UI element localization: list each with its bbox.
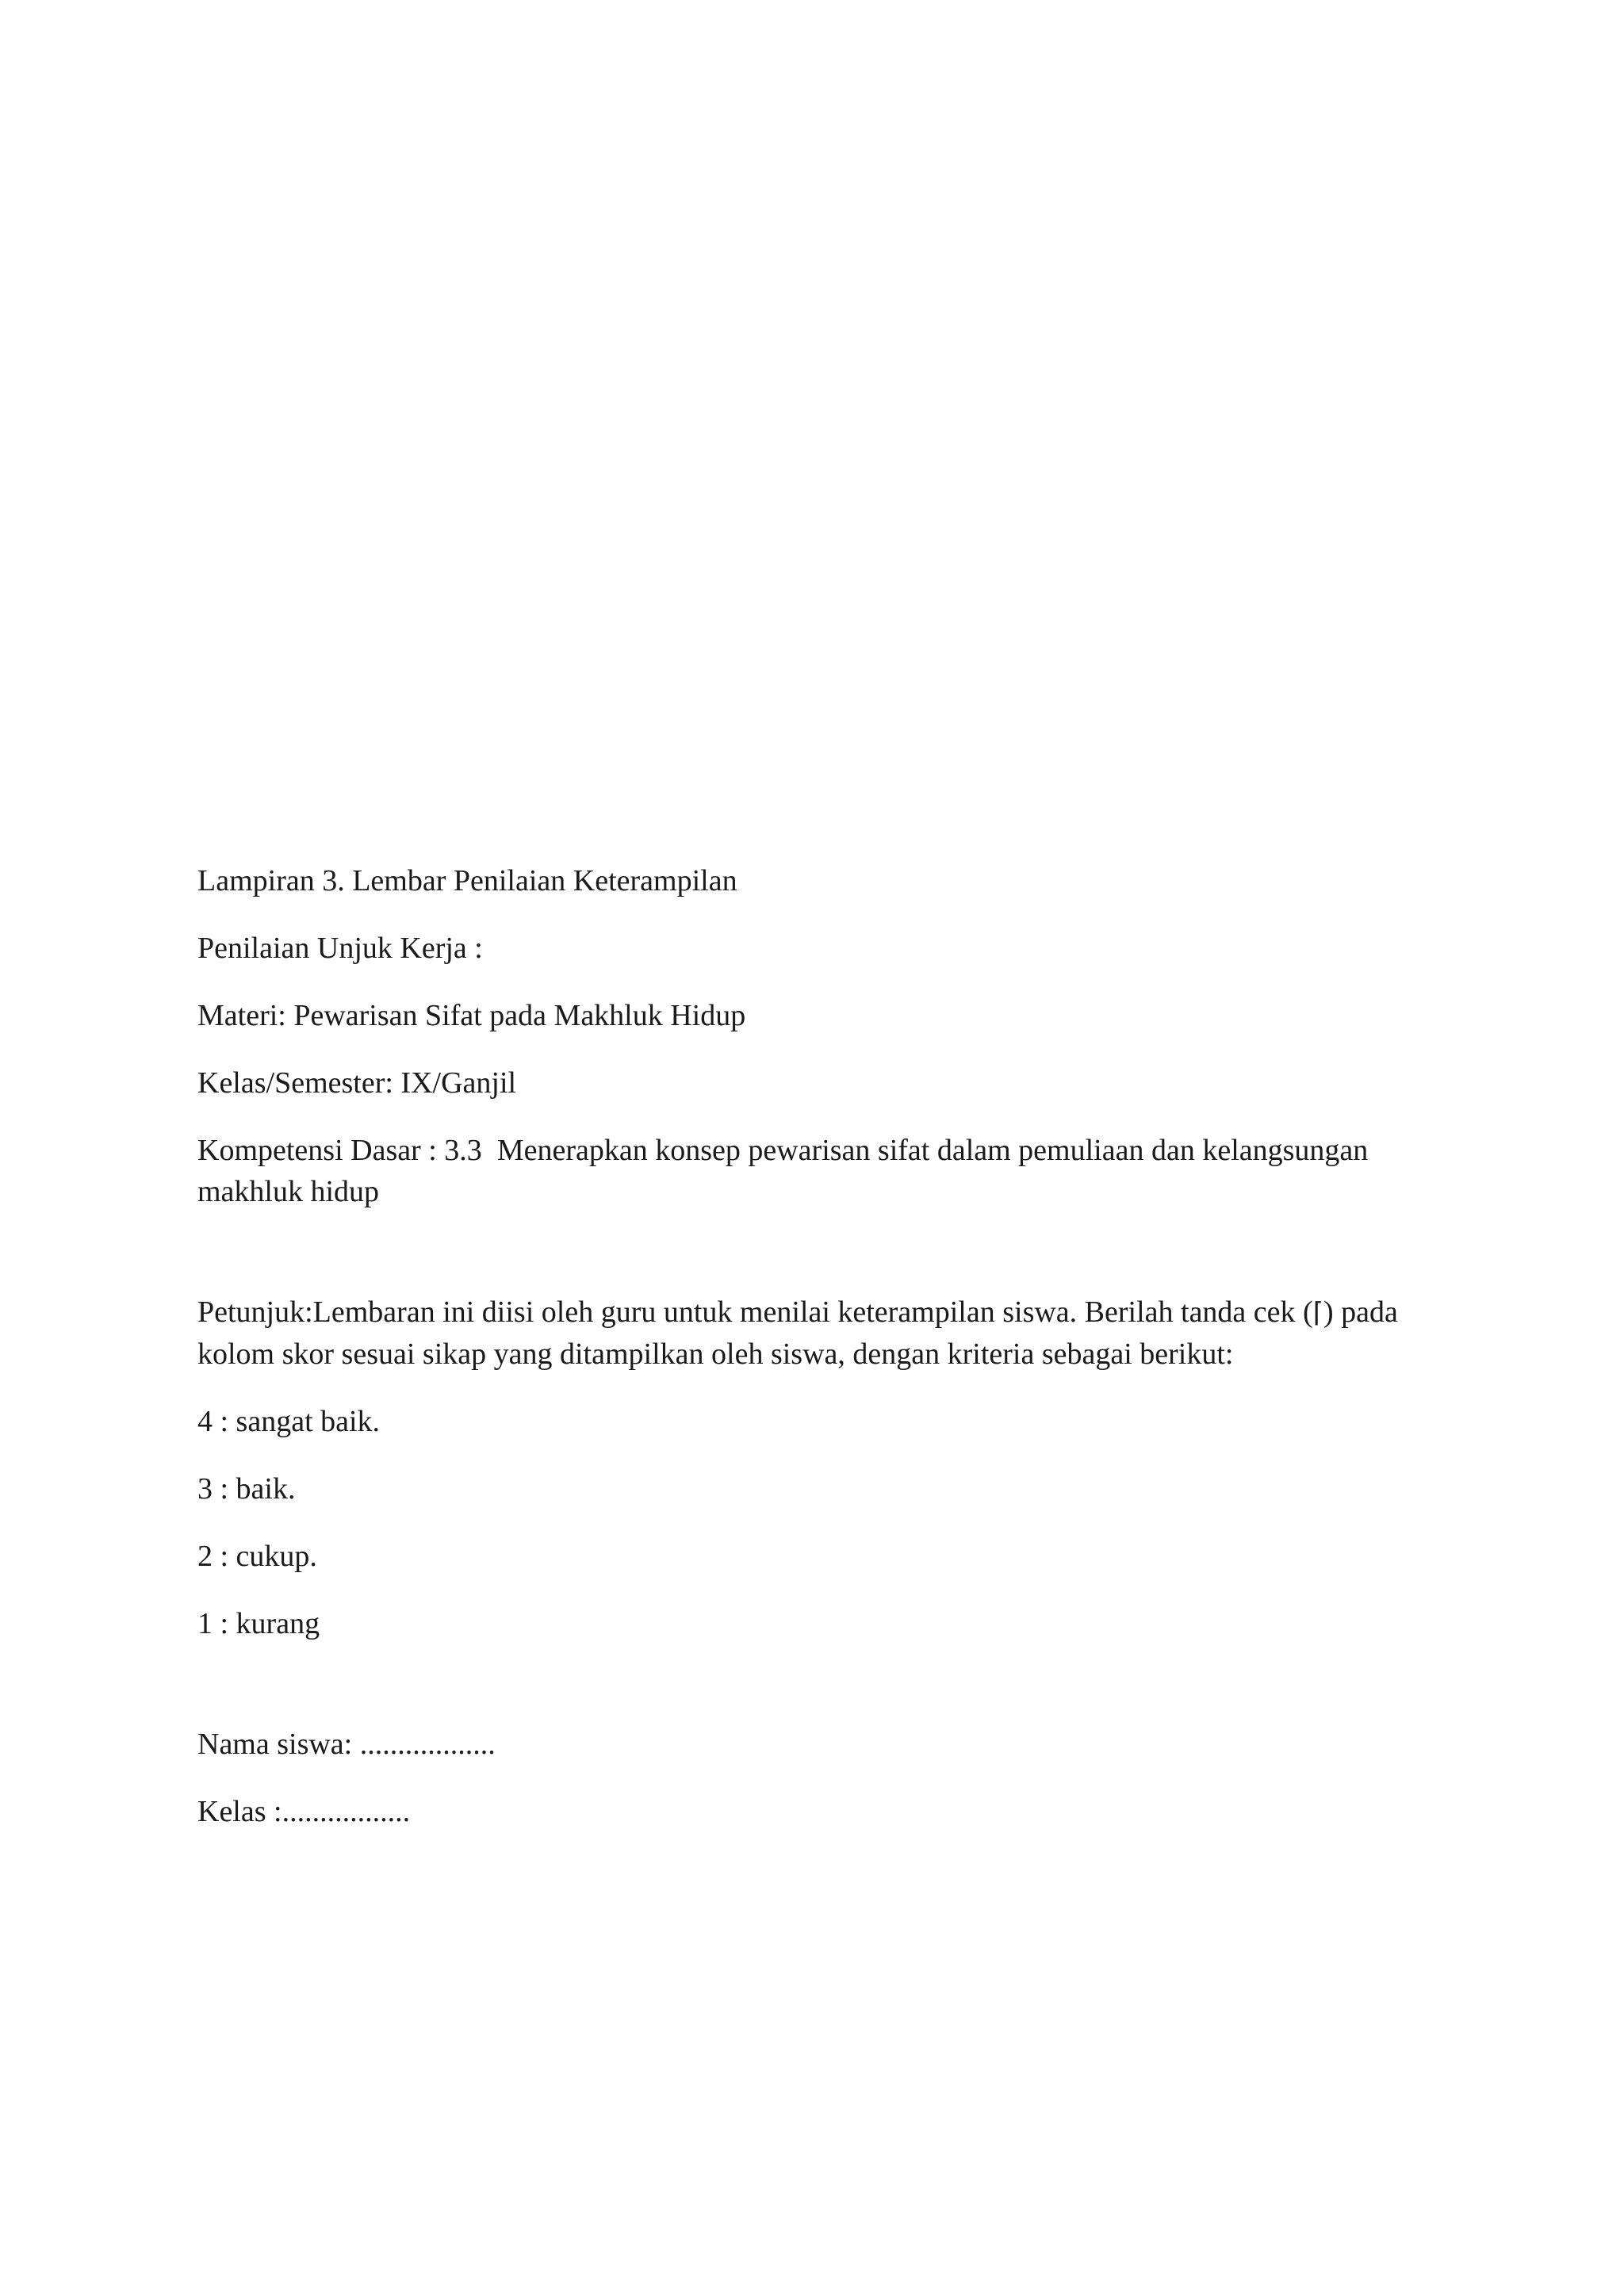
assessment-type: Penilaian Unjuk Kerja :: [197, 932, 483, 965]
petunjuk-text-part1: Petunjuk:Lembaran ini diisi oleh guru untuk menilai keterampilan siswa. Berilah tanda cek (: [197, 1295, 1313, 1329]
petunjuk: [197, 1292, 1434, 1375]
kriteria-item: 4 : sangat baik.: [197, 1405, 381, 1438]
kriteria-item: 1 : kurang: [197, 1607, 320, 1640]
kriteria-item: 2 : cukup.: [197, 1540, 317, 1573]
kompetensi-text-line2: makhluk hidup: [197, 1175, 380, 1208]
document-title: Lampiran 3. Lembar Penilaian Keterampilan: [197, 864, 737, 897]
nama-siswa-field: Nama siswa: ..................: [197, 1728, 496, 1761]
materi-line: Materi: Pewarisan Sifat pada Makhluk Hidup: [197, 999, 746, 1032]
check-mark-icon: ⌈: [1312, 1297, 1323, 1329]
petunjuk-text-part2: ) pada: [1323, 1295, 1398, 1329]
petunjuk-text-line2: kolom skor sesuai sikap yang ditampilkan oleh siswa, dengan kriteria sebagai berikut:: [197, 1337, 1234, 1371]
kompetensi-dasar: [197, 1130, 1434, 1212]
document-body: [197, 860, 1434, 1832]
kriteria-item: 3 : baik.: [197, 1472, 296, 1506]
kompetensi-label: Kompetensi Dasar : 3.3: [197, 1134, 482, 1167]
kelas-semester-line: Kelas/Semester: IX/Ganjil: [197, 1066, 517, 1100]
kompetensi-text-line1: Menerapkan konsep pewarisan sifat dalam pemuliaan dan kelangsungan: [496, 1134, 1369, 1167]
kelas-field: Kelas :.................: [197, 1795, 411, 1828]
